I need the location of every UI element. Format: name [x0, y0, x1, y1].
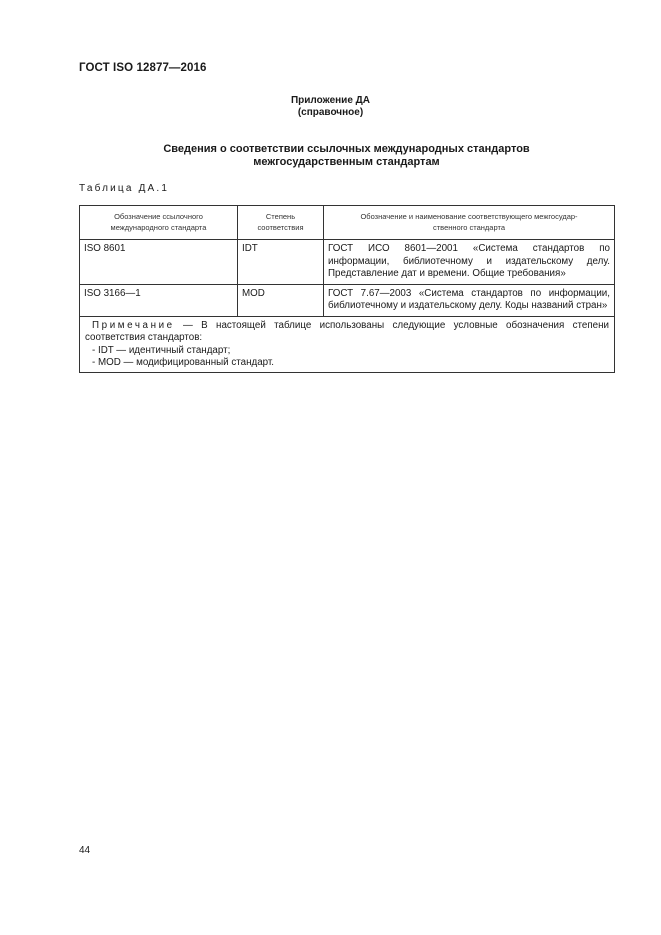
- document-code: ГОСТ ISO 12877—2016: [79, 62, 207, 74]
- table-row: [80, 284, 615, 316]
- header-col3-line2: ственного стандарта: [432, 223, 506, 232]
- correspondence-table-container: [79, 205, 614, 373]
- appendix-heading: [0, 95, 661, 119]
- note-item-mod: - MOD — модифицированный стандарт.: [92, 357, 275, 369]
- cell-standard: ГОСТ ИСО 8601—2001 «Система стандартов по информации, библиотечному и издательскому делу. Представление дат и времени. Общие требования»: [324, 240, 615, 285]
- header-reference-standard: [80, 206, 238, 240]
- note-item-idt: - IDT — идентичный стандарт;: [92, 344, 231, 356]
- correspondence-table: [79, 205, 615, 373]
- cell-standard: ГОСТ 7.67—2003 «Система стандартов по информации, библиотечному и издательскому делу. Коды названий стран»: [324, 284, 615, 316]
- header-col1-line2: международного стандарта: [110, 223, 207, 232]
- cell-degree: IDT: [238, 240, 324, 285]
- table-header-row: [80, 206, 615, 240]
- header-col2-line1: Степень: [265, 212, 296, 221]
- appendix-title: [0, 143, 661, 169]
- appendix-kind: (справочное): [297, 107, 364, 118]
- header-interstate-standard: [324, 206, 615, 240]
- table-note-row: [80, 316, 615, 372]
- appendix-label: Приложение ДА: [290, 95, 371, 106]
- table-note: [80, 316, 615, 372]
- table-row: [80, 240, 615, 285]
- page-number: 44: [79, 845, 91, 856]
- title-line-2: межгосударственным стандартам: [253, 156, 440, 168]
- header-col2-line2: соответствия: [257, 223, 304, 232]
- header-degree: [238, 206, 324, 240]
- cell-reference: ISO 8601: [80, 240, 238, 285]
- cell-reference: ISO 3166—1: [80, 284, 238, 316]
- note-text: — В настоящей таблице использованы следующие условные обозначения степени соответствия стандартов:: [85, 319, 609, 344]
- table-label: Таблица ДА.1: [79, 183, 170, 194]
- cell-degree: MOD: [238, 284, 324, 316]
- note-paragraph: [85, 320, 609, 345]
- header-col3-line1: Обозначение и наименование соответствующего межгосудар-: [360, 212, 578, 221]
- note-prefix: Примечание: [92, 319, 175, 331]
- title-line-1: Сведения о соответствии ссылочных международных стандартов: [163, 143, 530, 155]
- header-col1-line1: Обозначение ссылочного: [114, 212, 203, 221]
